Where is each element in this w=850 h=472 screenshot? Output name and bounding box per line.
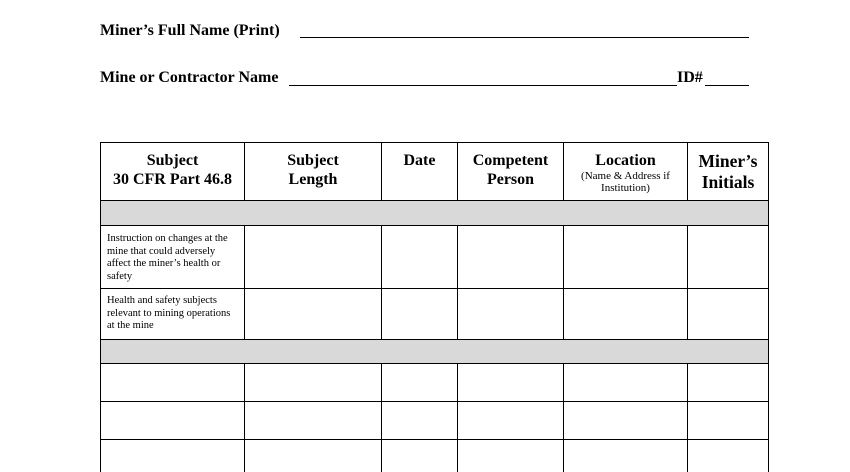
column-divider [687, 363, 688, 472]
row-line [100, 439, 769, 440]
header-length-line1: Subject [287, 152, 339, 169]
row-line [100, 288, 769, 289]
table-border-right [768, 142, 769, 472]
header-initials-line1: Miner’s [698, 151, 758, 171]
header-subject-line1: Subject [146, 152, 199, 169]
column-divider [381, 363, 382, 472]
header-miners-initials [688, 151, 768, 193]
miner-name-input[interactable] [300, 37, 749, 38]
header-location [564, 151, 687, 194]
mine-name-input[interactable] [289, 85, 677, 86]
miner-name-label: Miner’s Full Name (Print) [100, 22, 280, 39]
header-location-label: Location [595, 152, 656, 169]
id-input[interactable] [705, 85, 749, 86]
header-length-line2: Length [288, 171, 338, 188]
header-location-sub: (Name & Address if Institution) [581, 170, 670, 194]
row-subject-changes: Instruction on changes at the mine that could adversely affect the miner’s health or safety [107, 233, 228, 282]
column-divider [244, 225, 245, 339]
header-competent-line2: Person [486, 171, 535, 188]
header-subject [101, 151, 244, 189]
row-subject-health-safety: Health and safety subjects relevant to mining operations at the mine [107, 295, 231, 331]
header-competent-person [458, 151, 563, 189]
column-divider [457, 363, 458, 472]
id-label: ID# [677, 69, 703, 86]
column-divider [381, 225, 382, 339]
row-line [100, 339, 769, 340]
training-record-table [100, 142, 769, 472]
header-subject-line2: 30 CFR Part 46.8 [112, 171, 233, 188]
mine-name-label: Mine or Contractor Name [100, 69, 279, 86]
column-divider [563, 225, 564, 339]
row-line [100, 225, 769, 226]
header-date [382, 151, 457, 170]
row-line [100, 401, 769, 402]
header-competent-line1: Competent [472, 152, 549, 169]
column-divider [457, 225, 458, 339]
column-divider [244, 363, 245, 472]
row-line [100, 363, 769, 364]
header-initials-line2: Initials [701, 172, 755, 192]
header-bottom-line [100, 200, 769, 201]
column-divider [687, 225, 688, 339]
table-border-left [100, 142, 101, 472]
section-band [101, 201, 768, 225]
table-border-top [100, 142, 769, 143]
header-date-label: Date [403, 152, 436, 169]
column-divider [563, 363, 564, 472]
header-subject-length [245, 151, 381, 189]
section-band [101, 339, 768, 363]
